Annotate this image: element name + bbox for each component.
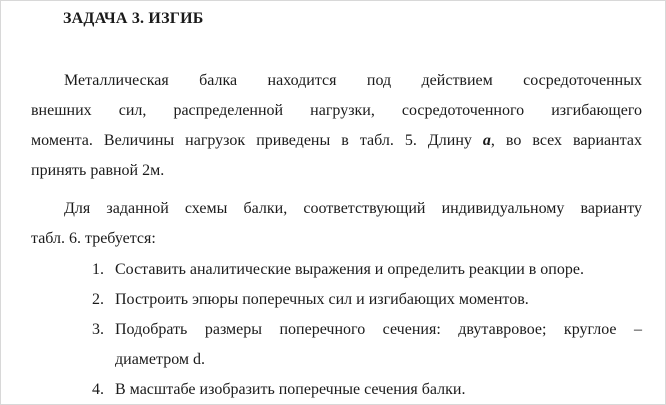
list-item-text: В масштабе изобразить поперечные сечения балки. bbox=[115, 381, 466, 398]
list-item bbox=[92, 255, 642, 285]
list-number: 4. bbox=[92, 381, 104, 398]
list-number: 3. bbox=[92, 321, 104, 338]
paragraph-line bbox=[31, 126, 642, 156]
list-item-text: Построить эпюры поперечных сил и изгибающих моментов. bbox=[115, 291, 529, 308]
list-item-text: Подобрать размеры поперечного сечения: двутавровое; круглое – bbox=[115, 321, 642, 338]
paragraph-intro bbox=[31, 66, 642, 186]
list-item-text: диаметром d. bbox=[115, 351, 206, 368]
paragraph-line: принять равной 2м. bbox=[31, 162, 165, 179]
list-item bbox=[92, 375, 642, 405]
variable-a: a bbox=[482, 132, 491, 149]
task-heading: ЗАДАЧА 3. ИЗГИБ bbox=[63, 10, 204, 27]
list-item bbox=[92, 315, 642, 375]
requirements-list bbox=[92, 255, 642, 405]
paragraph-requirements bbox=[31, 194, 642, 254]
paragraph-line: Металлическая балка находится под действием сосредоточенных bbox=[64, 72, 642, 89]
list-item-text: Составить аналитические выражения и определить реакции в опоре. bbox=[115, 261, 584, 278]
list-number: 2. bbox=[92, 291, 104, 308]
paragraph-line: Для заданной схемы балки, соответствующий индивидуальному варианту bbox=[64, 200, 642, 217]
text-run: , во всех вариантах bbox=[490, 132, 643, 149]
paragraph-line: внешних сил, распределенной нагрузки, сосредоточенного изгибающего bbox=[31, 102, 642, 119]
list-item bbox=[92, 285, 642, 315]
list-number: 1. bbox=[92, 261, 104, 278]
text-run: момента. Величины нагрузок приведены в табл. 5. Длину bbox=[31, 132, 483, 149]
paragraph-line: табл. 6. требуется: bbox=[31, 230, 156, 247]
